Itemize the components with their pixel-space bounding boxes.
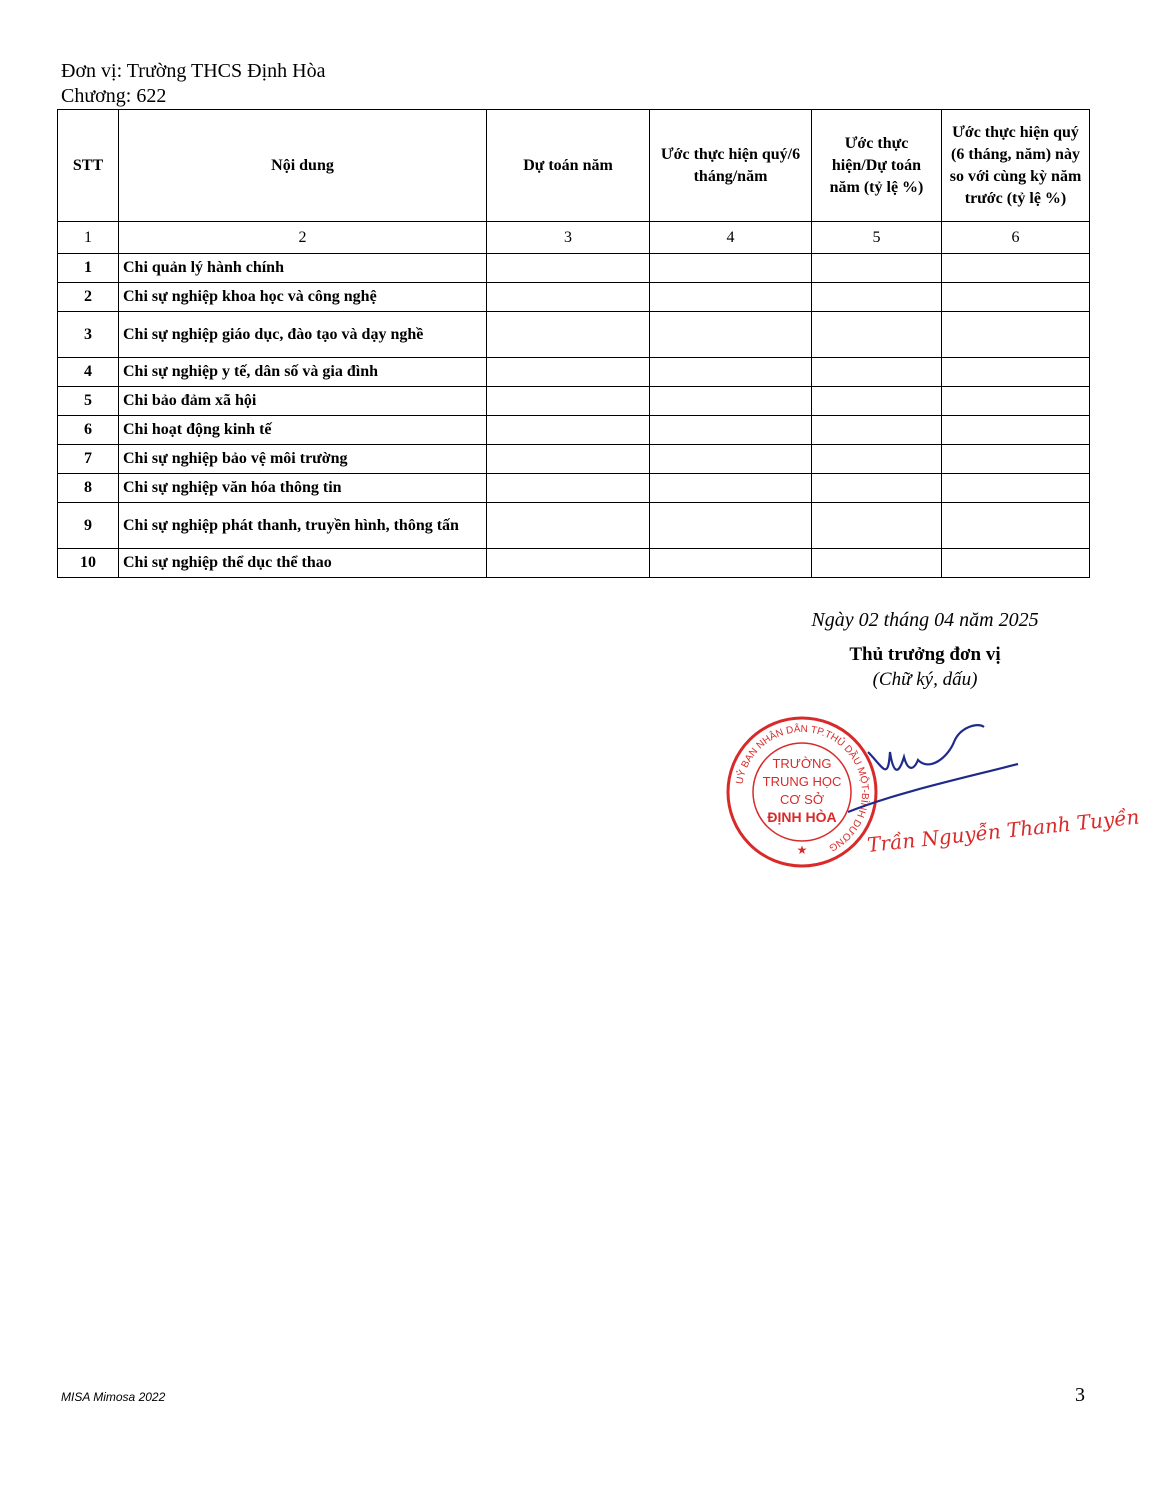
table-row [58, 283, 1090, 312]
empty-value-cell [650, 358, 812, 387]
empty-value-cell [942, 474, 1090, 503]
empty-value-cell [650, 312, 812, 358]
chapter-label: Chương: 622 [61, 85, 167, 107]
col-number: 5 [812, 222, 942, 254]
empty-value-cell [812, 358, 942, 387]
empty-value-cell [942, 503, 1090, 549]
empty-value-cell [812, 549, 942, 578]
row-stt: 9 [58, 503, 119, 549]
empty-value-cell [942, 445, 1090, 474]
empty-value-cell [650, 283, 812, 312]
svg-text:★: ★ [796, 843, 808, 857]
col-header-stt: STT [58, 110, 119, 222]
empty-value-cell [812, 387, 942, 416]
row-stt: 1 [58, 254, 119, 283]
budget-report-table [57, 109, 1090, 578]
empty-value-cell [650, 474, 812, 503]
table-row [58, 549, 1090, 578]
empty-value-cell [650, 416, 812, 445]
signature [838, 712, 1141, 882]
table-header-row [58, 110, 1090, 222]
empty-value-cell [812, 254, 942, 283]
table-row [58, 474, 1090, 503]
col-number: 1 [58, 222, 119, 254]
col-header-content: Nội dung [119, 110, 487, 222]
row-stt: 8 [58, 474, 119, 503]
row-content: Chi sự nghiệp y tế, dân số và gia đình [119, 358, 487, 387]
row-stt: 5 [58, 387, 119, 416]
empty-value-cell [650, 549, 812, 578]
empty-value-cell [487, 358, 650, 387]
empty-value-cell [487, 503, 650, 549]
empty-value-cell [650, 387, 812, 416]
empty-value-cell [942, 254, 1090, 283]
column-number-row [58, 222, 1090, 254]
table-row [58, 503, 1090, 549]
table-row [58, 387, 1090, 416]
empty-value-cell [812, 445, 942, 474]
row-content: Chi quản lý hành chính [119, 254, 487, 283]
empty-value-cell [487, 312, 650, 358]
row-stt: 7 [58, 445, 119, 474]
row-content: Chi sự nghiệp thể dục thể thao [119, 549, 487, 578]
empty-value-cell [487, 254, 650, 283]
col-number: 6 [942, 222, 1090, 254]
empty-value-cell [812, 503, 942, 549]
empty-value-cell [487, 387, 650, 416]
table-row [58, 416, 1090, 445]
empty-value-cell [487, 549, 650, 578]
row-content: Chi sự nghiệp bảo vệ môi trường [119, 445, 487, 474]
empty-value-cell [487, 445, 650, 474]
svg-text:TRUNG HỌC: TRUNG HỌC [762, 774, 842, 789]
col-number: 3 [487, 222, 650, 254]
software-label: MISA Mimosa 2022 [61, 1390, 166, 1404]
empty-value-cell [942, 549, 1090, 578]
empty-value-cell [812, 474, 942, 503]
empty-value-cell [942, 312, 1090, 358]
col-header-execution-ratio: Ước thực hiện/Dự toán năm (tỷ lệ %) [812, 110, 942, 222]
row-stt: 3 [58, 312, 119, 358]
signature-date: Ngày 02 tháng 04 năm 2025 [811, 609, 1039, 631]
col-number: 2 [119, 222, 487, 254]
row-content: Chi hoạt động kinh tế [119, 416, 487, 445]
empty-value-cell [650, 503, 812, 549]
svg-text:ĐỊNH HÒA: ĐỊNH HÒA [767, 809, 837, 825]
row-stt: 4 [58, 358, 119, 387]
svg-text:TRƯỜNG: TRƯỜNG [772, 756, 832, 771]
empty-value-cell [812, 312, 942, 358]
row-stt: 10 [58, 549, 119, 578]
col-header-annual-estimate: Dự toán năm [487, 110, 650, 222]
unit-label: Đơn vị: Trường THCS Định Hòa [61, 60, 326, 82]
row-stt: 6 [58, 416, 119, 445]
empty-value-cell [812, 416, 942, 445]
signer-title: Thủ trưởng đơn vị [849, 644, 1001, 665]
empty-value-cell [487, 416, 650, 445]
table-row [58, 445, 1090, 474]
col-header-estimated-execution: Ước thực hiện quý/6 tháng/năm [650, 110, 812, 222]
col-number: 4 [650, 222, 812, 254]
empty-value-cell [942, 283, 1090, 312]
empty-value-cell [812, 283, 942, 312]
row-content: Chi sự nghiệp giáo dục, đào tạo và dạy nghề [119, 312, 487, 358]
empty-value-cell [942, 387, 1090, 416]
table-row [58, 358, 1090, 387]
empty-value-cell [650, 254, 812, 283]
empty-value-cell [487, 474, 650, 503]
empty-value-cell [650, 445, 812, 474]
svg-text:UỶ BAN NHÂN DÂN TP.THỦ DẦU MỘT: UỶ BAN NHÂN DÂN TP.THỦ DẦU MỘT-BÌNH DƯƠNG [734, 723, 871, 854]
col-header-yoy-ratio: Ước thực hiện quý (6 tháng, năm) này so với cùng kỳ năm trước (tỷ lệ %) [942, 110, 1090, 222]
svg-text:CƠ SỞ: CƠ SỞ [780, 792, 824, 807]
empty-value-cell [487, 283, 650, 312]
table-row [58, 254, 1090, 283]
row-content: Chi sự nghiệp văn hóa thông tin [119, 474, 487, 503]
row-content: Chi sự nghiệp phát thanh, truyền hình, thông tấn [119, 503, 487, 549]
row-content: Chi sự nghiệp khoa học và công nghệ [119, 283, 487, 312]
row-stt: 2 [58, 283, 119, 312]
page-number: 3 [1075, 1384, 1085, 1406]
svg-text:Trần Nguyễn Thanh Tuyền: Trần Nguyễn Thanh Tuyền [866, 804, 1141, 857]
empty-value-cell [942, 358, 1090, 387]
row-content: Chi bảo đảm xã hội [119, 387, 487, 416]
empty-value-cell [942, 416, 1090, 445]
table-row [58, 312, 1090, 358]
signature-note: (Chữ ký, dấu) [872, 669, 978, 690]
